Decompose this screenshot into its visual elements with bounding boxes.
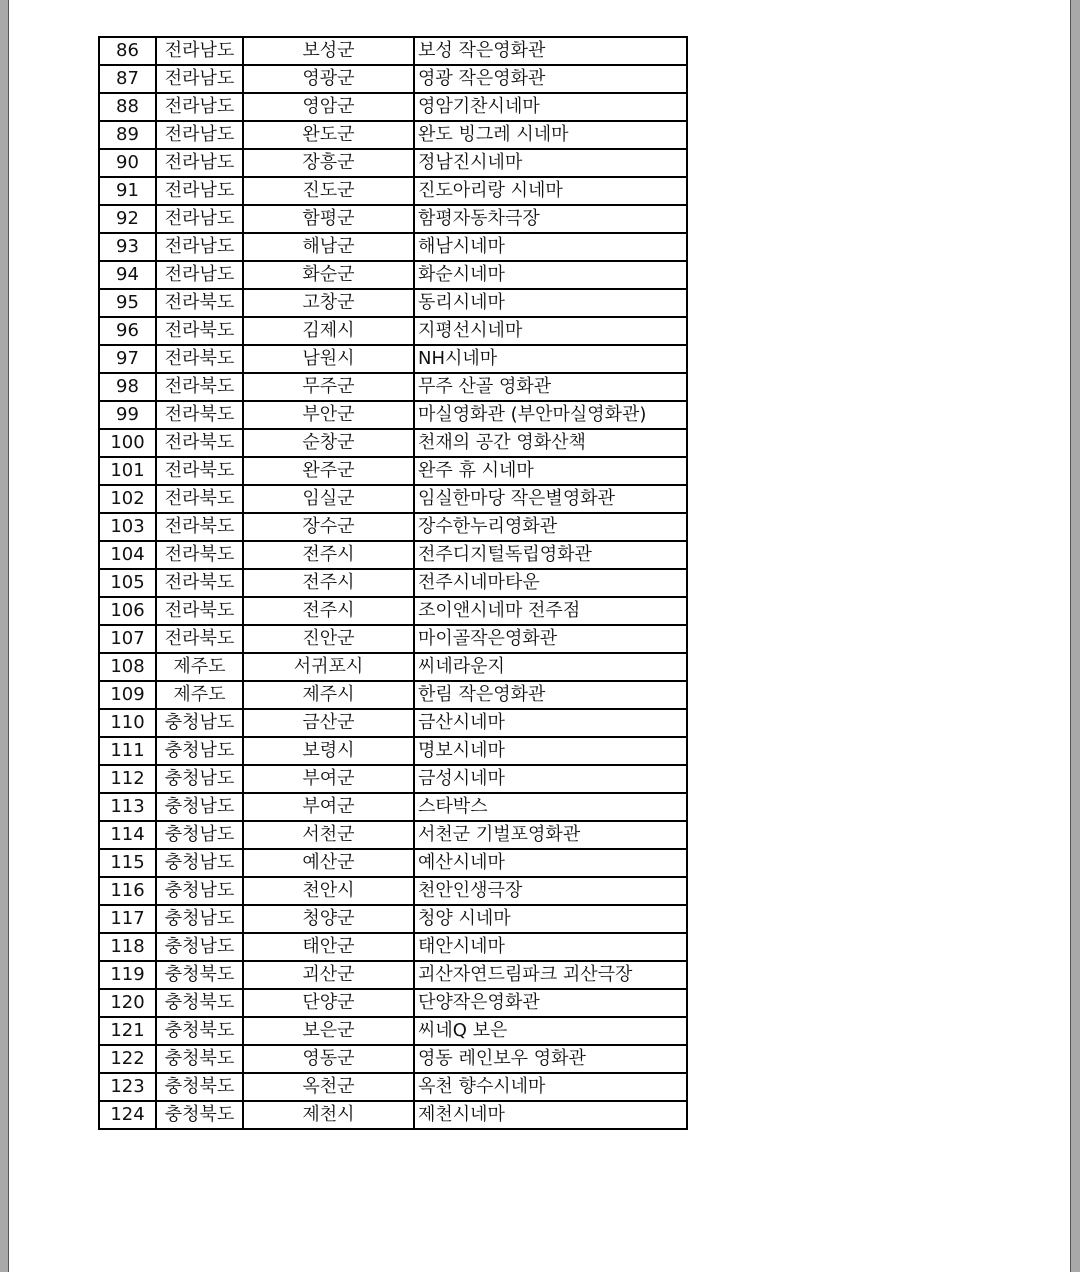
city-cell: 보령시 xyxy=(243,737,414,765)
province-cell: 전라남도 xyxy=(156,37,243,65)
cinema-name-cell: 장수한누리영화관 xyxy=(414,513,687,541)
province-cell: 충청남도 xyxy=(156,793,243,821)
row-number: 106 xyxy=(99,597,156,625)
table-row xyxy=(99,205,687,233)
province-cell: 전라남도 xyxy=(156,261,243,289)
province-cell: 전라남도 xyxy=(156,233,243,261)
cinema-name-cell: 금산시네마 xyxy=(414,709,687,737)
cinema-name-cell: 서천군 기벌포영화관 xyxy=(414,821,687,849)
cinema-name-cell: 스타박스 xyxy=(414,793,687,821)
cinema-name-cell: 동리시네마 xyxy=(414,289,687,317)
city-cell: 예산군 xyxy=(243,849,414,877)
city-cell: 장흥군 xyxy=(243,149,414,177)
row-number: 95 xyxy=(99,289,156,317)
cinema-name-cell: 무주 산골 영화관 xyxy=(414,373,687,401)
province-cell: 충청남도 xyxy=(156,905,243,933)
province-cell: 전라북도 xyxy=(156,429,243,457)
row-number: 114 xyxy=(99,821,156,849)
table-row xyxy=(99,961,687,989)
province-cell: 전라북도 xyxy=(156,485,243,513)
row-number: 97 xyxy=(99,345,156,373)
province-cell: 전라남도 xyxy=(156,93,243,121)
row-number: 100 xyxy=(99,429,156,457)
row-number: 113 xyxy=(99,793,156,821)
province-cell: 충청남도 xyxy=(156,737,243,765)
cinema-name-cell: 금성시네마 xyxy=(414,765,687,793)
province-cell: 충청남도 xyxy=(156,877,243,905)
table-row xyxy=(99,373,687,401)
cinema-name-cell: 태안시네마 xyxy=(414,933,687,961)
table-row xyxy=(99,849,687,877)
cinema-name-cell: 진도아리랑 시네마 xyxy=(414,177,687,205)
cinema-name-cell: 영광 작은영화관 xyxy=(414,65,687,93)
row-number: 96 xyxy=(99,317,156,345)
province-cell: 전라남도 xyxy=(156,65,243,93)
province-cell: 전라북도 xyxy=(156,401,243,429)
row-number: 94 xyxy=(99,261,156,289)
city-cell: 완도군 xyxy=(243,121,414,149)
province-cell: 전라남도 xyxy=(156,121,243,149)
city-cell: 청양군 xyxy=(243,905,414,933)
province-cell: 전라북도 xyxy=(156,541,243,569)
table-row xyxy=(99,541,687,569)
city-cell: 서귀포시 xyxy=(243,653,414,681)
row-number: 104 xyxy=(99,541,156,569)
province-cell: 충청남도 xyxy=(156,709,243,737)
province-cell: 전라북도 xyxy=(156,373,243,401)
document-page xyxy=(8,0,1071,1272)
table-row xyxy=(99,401,687,429)
city-cell: 부여군 xyxy=(243,765,414,793)
cinema-name-cell: 임실한마당 작은별영화관 xyxy=(414,485,687,513)
table-row xyxy=(99,37,687,65)
table-row xyxy=(99,457,687,485)
table-row xyxy=(99,1073,687,1101)
table-row xyxy=(99,1101,687,1129)
row-number: 108 xyxy=(99,653,156,681)
table-row xyxy=(99,765,687,793)
table-row xyxy=(99,569,687,597)
cinema-name-cell: 보성 작은영화관 xyxy=(414,37,687,65)
city-cell: 전주시 xyxy=(243,541,414,569)
table-row xyxy=(99,793,687,821)
cinema-name-cell: 해남시네마 xyxy=(414,233,687,261)
city-cell: 고창군 xyxy=(243,289,414,317)
table-row xyxy=(99,933,687,961)
row-number: 112 xyxy=(99,765,156,793)
table-row xyxy=(99,233,687,261)
city-cell: 보성군 xyxy=(243,37,414,65)
city-cell: 영암군 xyxy=(243,93,414,121)
city-cell: 해남군 xyxy=(243,233,414,261)
row-number: 116 xyxy=(99,877,156,905)
province-cell: 충청남도 xyxy=(156,849,243,877)
city-cell: 남원시 xyxy=(243,345,414,373)
row-number: 110 xyxy=(99,709,156,737)
city-cell: 제천시 xyxy=(243,1101,414,1129)
cinema-name-cell: 청양 시네마 xyxy=(414,905,687,933)
cinema-name-cell: 마실영화관 (부안마실영화관) xyxy=(414,401,687,429)
row-number: 91 xyxy=(99,177,156,205)
cinema-name-cell: 화순시네마 xyxy=(414,261,687,289)
province-cell: 전라북도 xyxy=(156,597,243,625)
cinema-name-cell: 명보시네마 xyxy=(414,737,687,765)
row-number: 99 xyxy=(99,401,156,429)
table-row xyxy=(99,821,687,849)
row-number: 88 xyxy=(99,93,156,121)
city-cell: 옥천군 xyxy=(243,1073,414,1101)
province-cell: 전라남도 xyxy=(156,149,243,177)
row-number: 117 xyxy=(99,905,156,933)
province-cell: 충청남도 xyxy=(156,821,243,849)
city-cell: 부안군 xyxy=(243,401,414,429)
city-cell: 태안군 xyxy=(243,933,414,961)
province-cell: 충청북도 xyxy=(156,1073,243,1101)
province-cell: 전라북도 xyxy=(156,625,243,653)
city-cell: 괴산군 xyxy=(243,961,414,989)
province-cell: 전라북도 xyxy=(156,345,243,373)
province-cell: 전라북도 xyxy=(156,457,243,485)
table-row xyxy=(99,625,687,653)
city-cell: 부여군 xyxy=(243,793,414,821)
city-cell: 완주군 xyxy=(243,457,414,485)
cinema-name-cell: 제천시네마 xyxy=(414,1101,687,1129)
table-row xyxy=(99,121,687,149)
province-cell: 전라북도 xyxy=(156,513,243,541)
row-number: 123 xyxy=(99,1073,156,1101)
table-row xyxy=(99,1045,687,1073)
row-number: 107 xyxy=(99,625,156,653)
province-cell: 전라북도 xyxy=(156,569,243,597)
city-cell: 금산군 xyxy=(243,709,414,737)
table-row xyxy=(99,317,687,345)
cinema-name-cell: 정남진시네마 xyxy=(414,149,687,177)
city-cell: 함평군 xyxy=(243,205,414,233)
cinema-name-cell: 조이앤시네마 전주점 xyxy=(414,597,687,625)
row-number: 124 xyxy=(99,1101,156,1129)
row-number: 122 xyxy=(99,1045,156,1073)
province-cell: 제주도 xyxy=(156,681,243,709)
row-number: 98 xyxy=(99,373,156,401)
row-number: 119 xyxy=(99,961,156,989)
city-cell: 영동군 xyxy=(243,1045,414,1073)
table-row xyxy=(99,709,687,737)
table-row xyxy=(99,989,687,1017)
table-row xyxy=(99,905,687,933)
table-row xyxy=(99,177,687,205)
province-cell: 충청남도 xyxy=(156,933,243,961)
province-cell: 전라북도 xyxy=(156,317,243,345)
cinema-table-body xyxy=(99,37,687,1129)
cinema-name-cell: 씨네라운지 xyxy=(414,653,687,681)
cinema-name-cell: 씨네Q 보은 xyxy=(414,1017,687,1045)
row-number: 105 xyxy=(99,569,156,597)
province-cell: 충청북도 xyxy=(156,1045,243,1073)
row-number: 109 xyxy=(99,681,156,709)
row-number: 93 xyxy=(99,233,156,261)
province-cell: 충청북도 xyxy=(156,1101,243,1129)
cinema-name-cell: 한림 작은영화관 xyxy=(414,681,687,709)
province-cell: 전라남도 xyxy=(156,205,243,233)
table-row xyxy=(99,737,687,765)
province-cell: 충청남도 xyxy=(156,765,243,793)
table-row xyxy=(99,149,687,177)
city-cell: 진도군 xyxy=(243,177,414,205)
cinema-name-cell: 예산시네마 xyxy=(414,849,687,877)
city-cell: 순창군 xyxy=(243,429,414,457)
cinema-name-cell: 영동 레인보우 영화관 xyxy=(414,1045,687,1073)
province-cell: 제주도 xyxy=(156,653,243,681)
city-cell: 화순군 xyxy=(243,261,414,289)
city-cell: 임실군 xyxy=(243,485,414,513)
table-row xyxy=(99,485,687,513)
row-number: 120 xyxy=(99,989,156,1017)
city-cell: 장수군 xyxy=(243,513,414,541)
row-number: 121 xyxy=(99,1017,156,1045)
cinema-table xyxy=(98,36,688,1130)
province-cell: 충청북도 xyxy=(156,989,243,1017)
cinema-name-cell: 완도 빙그레 시네마 xyxy=(414,121,687,149)
cinema-name-cell: 단양작은영화관 xyxy=(414,989,687,1017)
row-number: 102 xyxy=(99,485,156,513)
cinema-name-cell: 함평자동차극장 xyxy=(414,205,687,233)
province-cell: 전라남도 xyxy=(156,177,243,205)
city-cell: 단양군 xyxy=(243,989,414,1017)
province-cell: 전라북도 xyxy=(156,289,243,317)
cinema-name-cell: 전주디지털독립영화관 xyxy=(414,541,687,569)
row-number: 115 xyxy=(99,849,156,877)
city-cell: 제주시 xyxy=(243,681,414,709)
table-row xyxy=(99,345,687,373)
cinema-name-cell: 영암기찬시네마 xyxy=(414,93,687,121)
table-row xyxy=(99,877,687,905)
row-number: 111 xyxy=(99,737,156,765)
city-cell: 서천군 xyxy=(243,821,414,849)
city-cell: 전주시 xyxy=(243,597,414,625)
table-row xyxy=(99,681,687,709)
city-cell: 전주시 xyxy=(243,569,414,597)
row-number: 92 xyxy=(99,205,156,233)
table-row xyxy=(99,289,687,317)
cinema-name-cell: 괴산자연드림파크 괴산극장 xyxy=(414,961,687,989)
row-number: 103 xyxy=(99,513,156,541)
table-row xyxy=(99,65,687,93)
cinema-name-cell: 천재의 공간 영화산책 xyxy=(414,429,687,457)
cinema-name-cell: NH시네마 xyxy=(414,345,687,373)
row-number: 89 xyxy=(99,121,156,149)
table-row xyxy=(99,597,687,625)
row-number: 86 xyxy=(99,37,156,65)
cinema-name-cell: 지평선시네마 xyxy=(414,317,687,345)
cinema-name-cell: 전주시네마타운 xyxy=(414,569,687,597)
table-row xyxy=(99,93,687,121)
cinema-name-cell: 옥천 향수시네마 xyxy=(414,1073,687,1101)
table-row xyxy=(99,1017,687,1045)
city-cell: 보은군 xyxy=(243,1017,414,1045)
city-cell: 진안군 xyxy=(243,625,414,653)
table-row xyxy=(99,261,687,289)
city-cell: 천안시 xyxy=(243,877,414,905)
cinema-name-cell: 천안인생극장 xyxy=(414,877,687,905)
row-number: 118 xyxy=(99,933,156,961)
city-cell: 김제시 xyxy=(243,317,414,345)
row-number: 87 xyxy=(99,65,156,93)
row-number: 101 xyxy=(99,457,156,485)
table-row xyxy=(99,429,687,457)
table-row xyxy=(99,653,687,681)
city-cell: 무주군 xyxy=(243,373,414,401)
province-cell: 충청북도 xyxy=(156,1017,243,1045)
cinema-name-cell: 완주 휴 시네마 xyxy=(414,457,687,485)
row-number: 90 xyxy=(99,149,156,177)
table-row xyxy=(99,513,687,541)
province-cell: 충청북도 xyxy=(156,961,243,989)
city-cell: 영광군 xyxy=(243,65,414,93)
cinema-name-cell: 마이골작은영화관 xyxy=(414,625,687,653)
